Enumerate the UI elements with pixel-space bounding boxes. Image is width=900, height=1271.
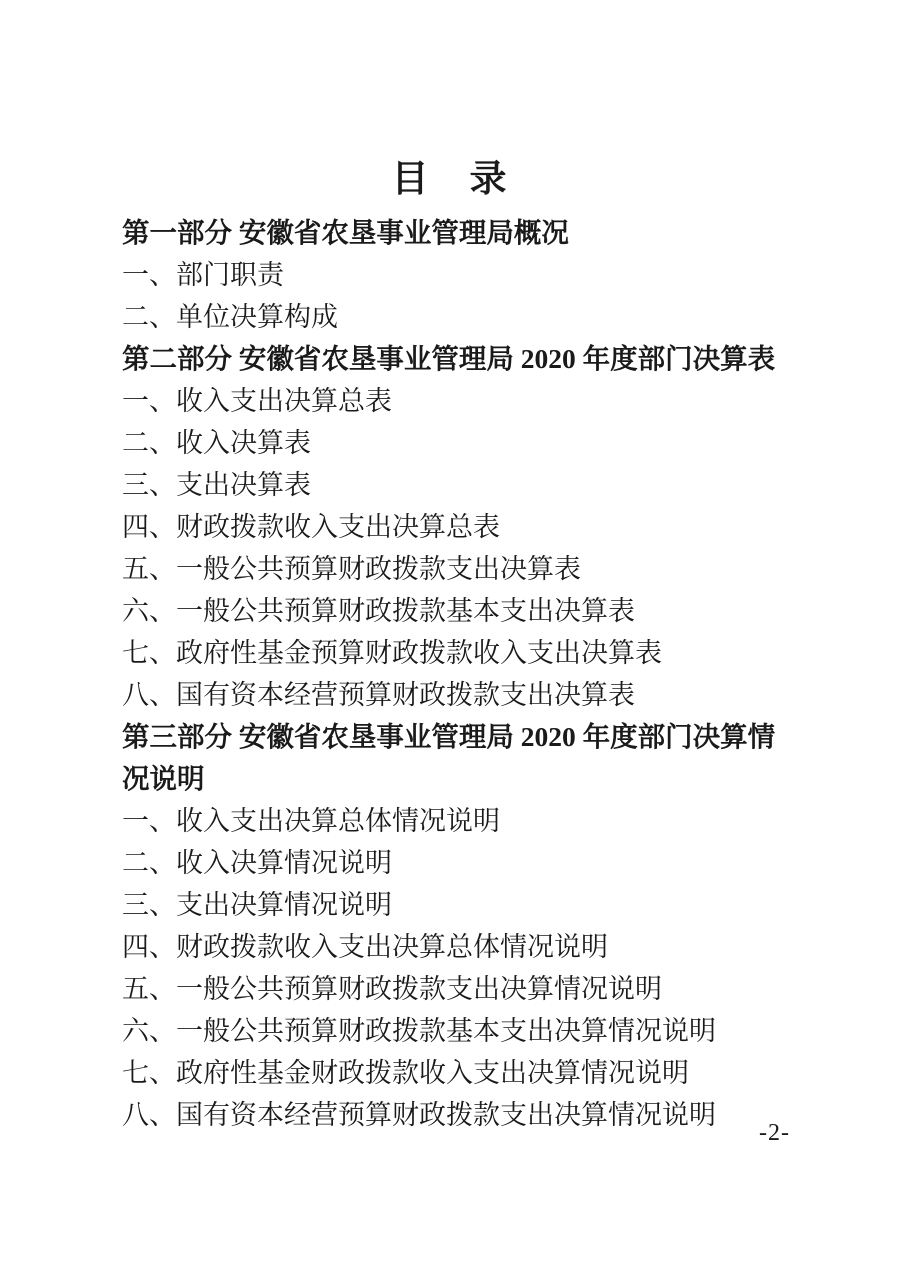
toc-item: 二、收入决算表 (122, 428, 311, 458)
toc-item: 八、国有资本经营预算财政拨款支出决算情况说明 (122, 1100, 716, 1130)
toc-section-heading: 第二部分 安徽省农垦事业管理局 2020 年度部门决算表 (122, 343, 776, 374)
toc-item: 一、部门职责 (122, 260, 284, 290)
toc-section-heading: 第一部分 安徽省农垦事业管理局概况 (122, 217, 569, 248)
toc-item: 四、财政拨款收入支出决算总体情况说明 (122, 932, 608, 962)
table-of-contents (122, 212, 782, 1136)
toc-item: 五、一般公共预算财政拨款支出决算情况说明 (122, 974, 662, 1004)
page-title: 目 录 (391, 159, 509, 200)
toc-item: 一、收入支出决算总体情况说明 (122, 806, 500, 836)
toc-item: 三、支出决算情况说明 (122, 890, 392, 920)
toc-item: 二、单位决算构成 (122, 302, 338, 332)
toc-item: 八、国有资本经营预算财政拨款支出决算表 (122, 680, 635, 710)
toc-item: 二、收入决算情况说明 (122, 848, 392, 878)
toc-item: 四、财政拨款收入支出决算总表 (122, 512, 500, 542)
toc-item: 六、一般公共预算财政拨款基本支出决算情况说明 (122, 1016, 716, 1046)
toc-item: 一、收入支出决算总表 (122, 386, 392, 416)
toc-section-heading: 第三部分 安徽省农垦事业管理局 2020 年度部门决算情况说明 (122, 721, 776, 794)
toc-item: 七、政府性基金财政拨款收入支出决算情况说明 (122, 1058, 689, 1088)
toc-item: 七、政府性基金预算财政拨款收入支出决算表 (122, 638, 662, 668)
toc-item: 六、一般公共预算财政拨款基本支出决算表 (122, 596, 635, 626)
toc-item: 三、支出决算表 (122, 470, 311, 500)
page-number: -2- (759, 1120, 790, 1146)
toc-item: 五、一般公共预算财政拨款支出决算表 (122, 554, 581, 584)
